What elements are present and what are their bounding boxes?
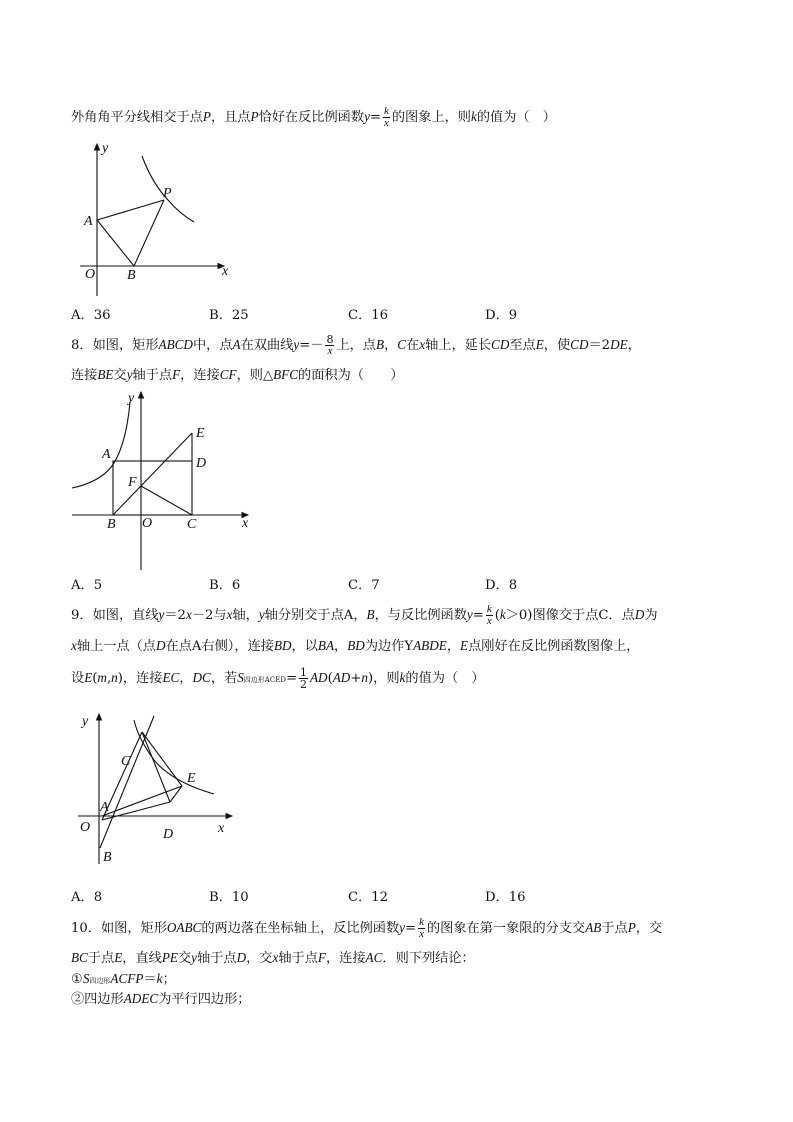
- var: F: [172, 367, 181, 382]
- text-run: 轴上，延长: [425, 338, 492, 353]
- var: BC: [71, 950, 88, 965]
- var: EC: [162, 670, 180, 685]
- label-o: O: [85, 267, 96, 282]
- denominator: x: [486, 615, 492, 627]
- label-a: A: [102, 447, 111, 462]
- var-x: x: [185, 607, 192, 622]
- label-y: y: [102, 141, 109, 156]
- var-k: k: [156, 971, 163, 986]
- text-run: ，若: [210, 671, 238, 686]
- denominator: x: [419, 928, 424, 940]
- text-run: 轴于点: [278, 951, 318, 966]
- text-run: －2与: [191, 608, 227, 623]
- circled-one: ①: [71, 972, 83, 987]
- text-run: 轴于点: [132, 368, 173, 383]
- label-b: B: [127, 268, 136, 283]
- label-x: x: [222, 264, 229, 279]
- q7-stem-line-1: [71, 106, 556, 129]
- paren: (: [327, 671, 333, 686]
- var: ACFP: [110, 971, 144, 986]
- text-run: ＝2: [164, 608, 186, 623]
- text-run: 在: [406, 338, 420, 353]
- label-x: x: [218, 821, 225, 836]
- denominator: 2: [300, 678, 307, 691]
- text-run: 中，点: [192, 338, 233, 353]
- text-run: 连接: [71, 368, 98, 383]
- rectangle-abcd: [113, 461, 192, 515]
- numerator: k: [486, 603, 492, 615]
- text-run: ，: [446, 639, 460, 654]
- q10-stem-line-1: [71, 917, 662, 940]
- label-d: D: [163, 827, 174, 842]
- label-o: O: [80, 820, 91, 835]
- var-y: y: [191, 950, 198, 965]
- text-run: ，连接: [122, 671, 163, 686]
- var-e: E: [114, 950, 123, 965]
- text-run: 为: [644, 608, 658, 623]
- var: CD: [570, 337, 589, 352]
- text-run: 轴于点: [197, 951, 237, 966]
- var-y: y: [293, 337, 300, 352]
- text-run: 右侧），连接: [201, 639, 274, 654]
- var: CD: [491, 337, 510, 352]
- text-run: 轴，: [232, 608, 259, 623]
- equals: ＝: [143, 972, 157, 987]
- equals: =: [369, 110, 381, 125]
- text-run: ，与反比例函数: [374, 608, 467, 623]
- text-run: 的面积为（ ）: [298, 368, 404, 383]
- numerator: 1: [300, 666, 307, 679]
- var: C: [397, 337, 407, 352]
- text-run: ，: [384, 338, 398, 353]
- text-run: 的值为（ ）: [405, 671, 485, 686]
- var-a: A: [191, 639, 202, 654]
- var: OABC: [166, 920, 202, 935]
- var-y: y: [364, 109, 370, 124]
- text-run: 的图象上，则: [391, 110, 471, 125]
- q9-stem-line-1: [71, 604, 658, 627]
- equals-minus: =－: [299, 338, 324, 353]
- paren: ): [368, 671, 374, 686]
- var: y: [126, 367, 133, 382]
- var-k: k: [399, 670, 406, 685]
- choice-a[interactable]: A．8: [71, 890, 103, 905]
- text-run: 为边作: [364, 639, 405, 654]
- label-a: A: [100, 800, 109, 815]
- q8-figure: [70, 390, 260, 574]
- paren: (: [92, 671, 98, 686]
- text-run: 至点: [509, 338, 536, 353]
- var: DE: [610, 337, 628, 352]
- choice-c[interactable]: C．16: [348, 308, 389, 323]
- var-d: D: [634, 607, 645, 622]
- label-a: A: [84, 214, 93, 229]
- var: BD: [273, 638, 292, 653]
- text-run: ，: [334, 639, 348, 654]
- segment-bd: [102, 802, 170, 820]
- var: ADEC: [123, 991, 159, 1006]
- var-y: y: [158, 607, 165, 622]
- fraction-k-over-x: [383, 106, 390, 129]
- label-f: F: [128, 475, 137, 490]
- var-x: x: [272, 950, 279, 965]
- text-run: 上，点: [336, 338, 376, 353]
- denominator: x: [383, 117, 389, 129]
- equals: =: [285, 671, 297, 686]
- text-run: ＝2: [588, 338, 611, 353]
- label-b: B: [107, 517, 116, 532]
- text-run: ②四边形: [71, 992, 124, 1007]
- var-f: F: [317, 950, 326, 965]
- text-run: 在双曲线: [240, 338, 294, 353]
- label-e: E: [196, 426, 205, 441]
- label-b: B: [103, 850, 112, 865]
- text-run: 于点: [87, 951, 115, 966]
- choice-b[interactable]: B．6: [209, 578, 241, 593]
- text-run: 外角角平分线相交于点: [71, 110, 203, 125]
- plus: +: [350, 671, 362, 686]
- text-run: 为平行四边形；: [158, 992, 251, 1007]
- choice-a[interactable]: A．5: [71, 578, 103, 593]
- text-run: 点刚好在反比例函数图像上，: [468, 639, 640, 654]
- var-k: k: [471, 109, 477, 124]
- var-d: D: [155, 638, 166, 653]
- fraction-one-half: [299, 667, 308, 690]
- numerator: k: [419, 916, 424, 928]
- text-run: 在点: [165, 639, 192, 654]
- text-run: 轴上一点（点: [76, 639, 156, 654]
- text-run: ，则: [373, 671, 400, 686]
- var-d: D: [236, 950, 247, 965]
- numerator: k: [383, 105, 389, 117]
- var: PE: [161, 950, 178, 965]
- text-run: ，且点: [210, 110, 251, 125]
- label-d: D: [196, 456, 207, 471]
- label-p: P: [163, 186, 172, 201]
- text-run: 轴分别交于点: [264, 608, 344, 623]
- var: DC: [192, 670, 211, 685]
- segment-ce: [142, 732, 182, 786]
- var-e: E: [84, 670, 93, 685]
- q8-stem-line-2: [71, 366, 404, 385]
- text-run: ，以: [291, 639, 318, 654]
- text-run: ．则下列结论：: [382, 951, 475, 966]
- text-run: 交: [113, 368, 127, 383]
- var: AB: [585, 920, 602, 935]
- text-run: ＞0)图像交于点: [505, 608, 599, 623]
- numerator: 8: [326, 333, 334, 346]
- choice-c[interactable]: C．7: [348, 578, 380, 593]
- choice-d[interactable]: D．9: [485, 308, 518, 323]
- segment-ap: [97, 200, 164, 220]
- q10-stem-line-4: [71, 990, 251, 1009]
- var-x: x: [226, 607, 233, 622]
- text-run: ，直线: [122, 951, 162, 966]
- label-x: x: [242, 516, 249, 531]
- var-b: B: [366, 607, 375, 622]
- var: E: [535, 337, 544, 352]
- var-p: P: [202, 109, 211, 124]
- var-n: n: [111, 670, 118, 685]
- hyperbola-curve: [134, 720, 214, 794]
- text-run: ，则△: [236, 368, 274, 383]
- text-run: ；: [162, 972, 176, 987]
- q9-stem-line-3: [71, 667, 485, 690]
- text-run: ，使: [543, 338, 571, 353]
- segment-cd: [142, 732, 170, 802]
- choice-a[interactable]: A．36: [71, 308, 111, 323]
- segment-be: [113, 433, 192, 515]
- text-run: 交: [177, 951, 192, 966]
- fraction-k-over-x: [486, 604, 493, 627]
- var-n: n: [361, 670, 368, 685]
- label-o: O: [142, 516, 153, 531]
- paren: (: [494, 608, 500, 623]
- var: x: [419, 337, 426, 352]
- q9-figure: [72, 708, 242, 868]
- line-y-2x-2: [100, 716, 154, 848]
- choice-b[interactable]: B．25: [209, 308, 249, 323]
- text-run: 设: [71, 671, 85, 686]
- denominator: x: [327, 345, 333, 357]
- label-c: C: [121, 754, 131, 769]
- text-run: ，: [627, 338, 641, 353]
- choice-d[interactable]: D．16: [485, 890, 526, 905]
- segment-ab: [97, 220, 134, 266]
- var-k: k: [499, 607, 506, 622]
- var-m: m: [97, 670, 107, 685]
- text-run: ，: [179, 671, 193, 686]
- comma: ,: [106, 671, 112, 686]
- text-run: ，: [353, 608, 367, 623]
- var-x: x: [71, 638, 77, 653]
- var-s: S: [82, 971, 90, 986]
- equals: =: [472, 608, 484, 623]
- var: BE: [97, 367, 114, 382]
- var-e: E: [460, 638, 469, 653]
- var: A: [232, 337, 241, 352]
- var-s: S: [237, 670, 244, 685]
- segment-bp: [134, 200, 164, 266]
- text-run: ．点: [608, 608, 635, 623]
- var: AC: [365, 950, 383, 965]
- var: AD: [332, 670, 351, 685]
- var-c: C: [598, 608, 609, 623]
- text-run: 10．如图，矩形: [71, 921, 167, 936]
- var-y: y: [466, 607, 473, 622]
- label-c: C: [187, 517, 197, 532]
- text-run: ，交: [246, 951, 273, 966]
- var-a: A: [343, 608, 354, 623]
- q9-stem-line-2: [71, 637, 640, 656]
- text-run: 8．如图，矩形: [71, 338, 159, 353]
- label-y: y: [128, 391, 135, 406]
- segment-cf: [141, 486, 192, 515]
- text-run: 的两边落在坐标轴上，反比例函数: [201, 921, 400, 936]
- q7-figure: [72, 138, 242, 300]
- paren: ): [117, 671, 123, 686]
- text-run: 9．如图，直线: [71, 608, 159, 623]
- choice-d[interactable]: D．8: [485, 578, 518, 593]
- equals: =: [405, 921, 417, 936]
- parallelogram-symbol: Y: [404, 639, 414, 654]
- text-run: 于点: [601, 921, 628, 936]
- choice-b[interactable]: B．10: [209, 890, 249, 905]
- q8-stem-line-1: [71, 334, 641, 357]
- choice-c[interactable]: C．12: [348, 890, 389, 905]
- hyperbola-curve: [72, 402, 130, 488]
- label-e: E: [187, 771, 196, 786]
- var-p: P: [250, 109, 259, 124]
- var-y: y: [258, 607, 265, 622]
- var: ABDE: [413, 638, 447, 653]
- var: AD: [310, 670, 328, 685]
- fraction-8-over-x: [325, 334, 334, 357]
- var: BFC: [273, 367, 299, 382]
- subscript: 四边形: [89, 977, 111, 985]
- fraction-k-over-x: [418, 917, 425, 940]
- text-run: ，连接: [325, 951, 366, 966]
- text-run: 的图象在第一象限的分支交: [426, 921, 586, 936]
- text-run: 的值为（ ）: [476, 110, 556, 125]
- var: B: [376, 337, 385, 352]
- var: BD: [347, 638, 365, 653]
- var: CF: [219, 367, 237, 382]
- var: BA: [317, 638, 335, 653]
- text-run: ，交: [635, 921, 663, 936]
- text-run: ，连接: [180, 368, 220, 383]
- label-y: y: [82, 714, 89, 729]
- var-p: P: [627, 920, 636, 935]
- q10-stem-line-3: [71, 970, 176, 990]
- text-run: 恰好在反比例函数: [258, 110, 365, 125]
- q10-stem-line-2: [71, 949, 475, 968]
- var-y: y: [399, 920, 406, 935]
- subscript: 四边形ACED: [243, 676, 286, 684]
- var: ABCD: [158, 337, 193, 352]
